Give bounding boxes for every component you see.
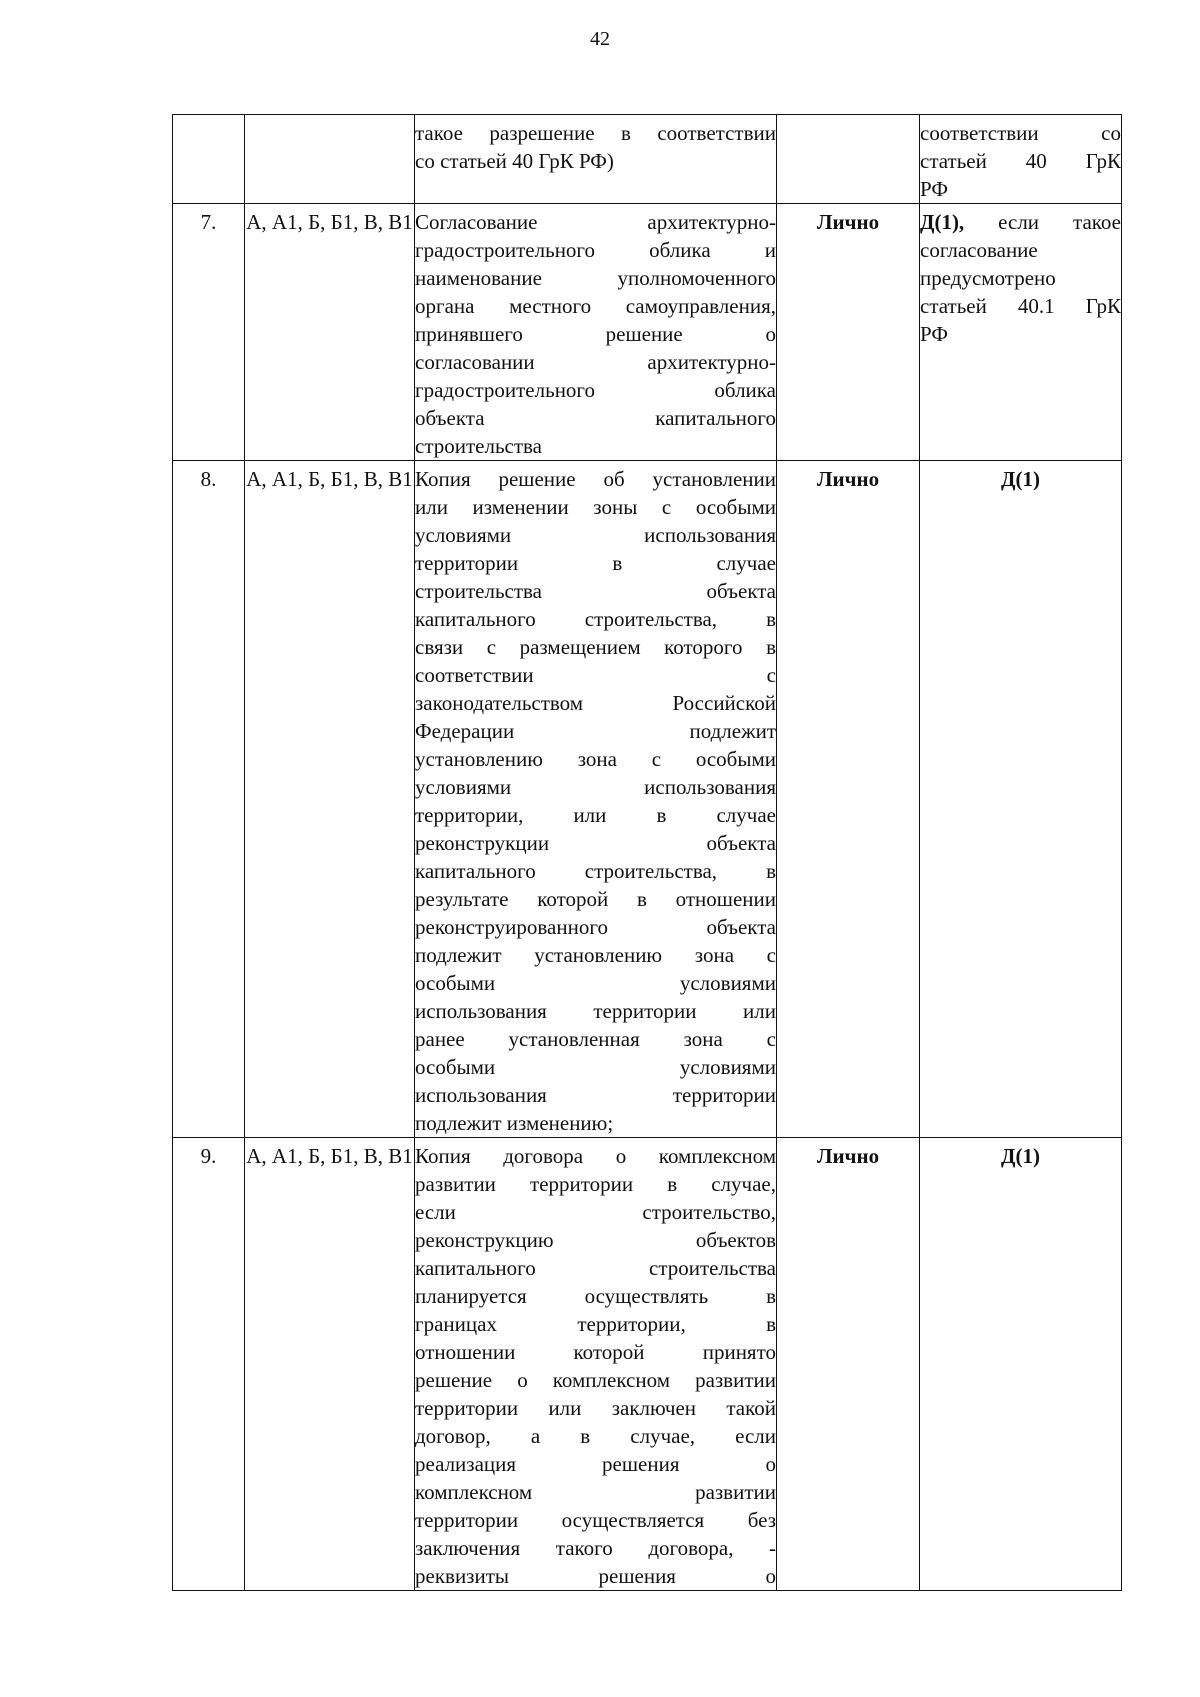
row-document: Копия решение об установлении или изменении зоны с особыми условиями использования территории в случае строительства объекта капитального строительства, в связи с размещением которого в соответствии с законодательством Российской Федерации подлежит установлению зона с особыми условиями использования территории, или в случае реконструкции объекта капитального строительства, в результате которой в отношении реконструированного объекта подлежит установлению зона с особыми условиями использования территории или ранее установленная зона с особыми условиями использования территории подлежит изменению;: [415, 461, 777, 1138]
row-type: соответствии со статьей 40 ГрК РФ: [920, 115, 1122, 204]
row-document: Копия договора о комплексном развитии территории в случае, если строительство, реконструкцию объектов капитального строительства планируется осуществлять в границах территории, в отношении которой принято решение о комплексном развитии территории или заключен такой договор, а в случае, если реализация решения о комплексном развитии территории осуществляется без заключения такого договора, - реквизиты решения о: [415, 1138, 777, 1591]
row-number: 8.: [173, 461, 245, 1138]
row-method: Лично: [777, 1138, 920, 1591]
table-row: [173, 461, 1122, 1138]
table-row: [173, 1138, 1122, 1591]
row-document: такое разрешение в соответствии со статьей 40 ГрК РФ): [415, 115, 777, 204]
table-row: [173, 115, 1122, 204]
documents-table: [172, 114, 1122, 1591]
row-number: [173, 115, 245, 204]
row-categories: [245, 115, 415, 204]
row-categories: А, А1, Б, Б1, В, В1: [245, 1138, 415, 1591]
row-number: 7.: [173, 204, 245, 461]
row-type: Д(1): [920, 1138, 1122, 1591]
row-method: Лично: [777, 204, 920, 461]
row-method: Лично: [777, 461, 920, 1138]
row-number: 9.: [173, 1138, 245, 1591]
row-document: Согласование архитектурно- градостроительного облика и наименование уполномоченного органа местного самоуправления, принявшего решение о согласовании архитектурно- градостроительного облика объекта капитального строительства: [415, 204, 777, 461]
row-type: Д(1): [920, 461, 1122, 1138]
page-number: 42: [590, 28, 610, 50]
row-categories: А, А1, Б, Б1, В, В1: [245, 204, 415, 461]
row-type: Д(1), если такое согласование предусмотрено статьей 40.1 ГрК РФ: [920, 204, 1122, 461]
row-method: [777, 115, 920, 204]
table-row: [173, 204, 1122, 461]
row-categories: А, А1, Б, Б1, В, В1: [245, 461, 415, 1138]
